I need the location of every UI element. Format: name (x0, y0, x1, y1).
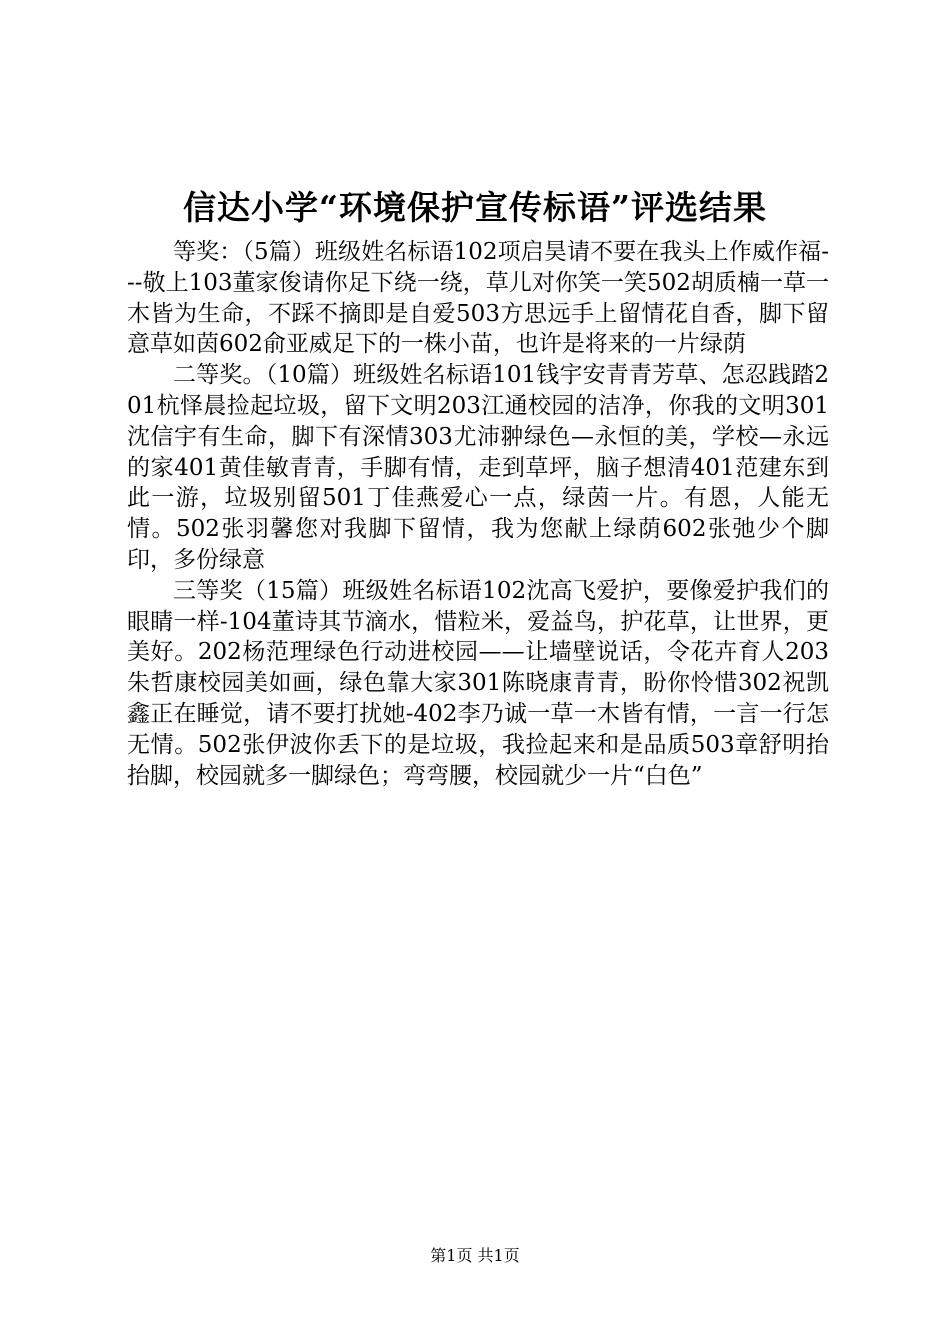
paragraph-second-prize: 二等奖。（10篇）班级姓名标语101钱宇安青青芳草、怎忍践踏201杭怿晨捡起垃圾，留下文明203江通校园的洁净，你我的文明301沈信宇有生命，脚下有深情303尤沛翀绿色—永恒的美，学校—永远的家401黄佳敏青青，手脚有情，走到草坪，脑子想清401范建东到此一游，垃圾别留501丁佳燕爱心一点，绿茵一片。有恩，人能无情。502张羽馨您对我脚下留情，我为您献上绿荫602张弛少个脚印，多份绿意 (127, 362, 829, 573)
document-body (127, 237, 829, 791)
page-number-footer: 第1页 共1页 (430, 1246, 520, 1265)
paragraph-third-prize: 三等奖（15篇）班级姓名标语102沈高飞爱护，要像爱护我们的眼睛一样-104董诗其节滴水，惜粒米，爱益鸟，护花草，让世界，更美好。202杨范理绿色行动进校园——让墙壁说话，令花卉育人203朱哲康校园美如画，绿色靠大家301陈晓康青青，盼你怜惜302祝凯鑫正在睡觉，请不要打扰她-402李乃诚一草一木皆有情，一言一行怎无情。502张伊波你丢下的是垃圾，我捡起来和是品质503章舒明抬抬脚，校园就多一脚绿色；弯弯腰，校园就少一片“白色” (127, 577, 829, 789)
paragraph-first-prize: 等奖：（5篇）班级姓名标语102项启昊请不要在我头上作威作福---敬上103董家俊请你足下绕一绕，草儿对你笑一笑502胡质楠一草一木皆为生命，不踩不摘即是自爱503方思远手上留情花自香，脚下留意草如茵602俞亚威足下的一株小苗，也许是将来的一片绿荫 (127, 239, 829, 358)
document-title: 信达小学“环境保护宣传标语”评选结果 (183, 188, 767, 227)
